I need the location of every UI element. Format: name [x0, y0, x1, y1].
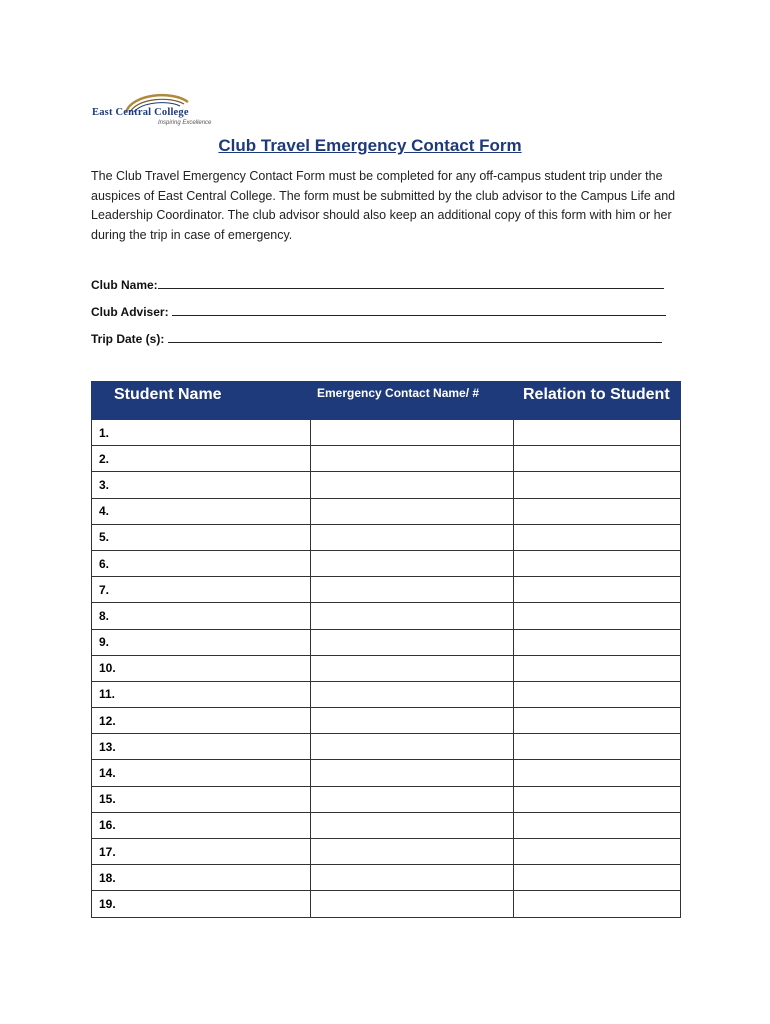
- emergency-contact-cell[interactable]: [311, 498, 514, 524]
- student-name-cell[interactable]: 5.: [92, 524, 311, 550]
- page-title: Club Travel Emergency Contact Form: [218, 136, 522, 155]
- table-header-row: [92, 382, 681, 420]
- student-name-cell[interactable]: 19.: [92, 891, 311, 917]
- table-row: [92, 786, 681, 812]
- relation-cell[interactable]: [514, 655, 681, 681]
- logo-name: East Central College: [92, 107, 189, 118]
- logo-tagline: Inspiring Excellence: [158, 120, 212, 126]
- emergency-contact-cell[interactable]: [311, 812, 514, 838]
- student-name-cell[interactable]: 13.: [92, 734, 311, 760]
- relation-cell[interactable]: [514, 839, 681, 865]
- club-adviser-line[interactable]: [172, 305, 666, 316]
- trip-date-field[interactable]: [91, 332, 662, 346]
- table-row: [92, 550, 681, 576]
- student-name-cell[interactable]: 17.: [92, 839, 311, 865]
- relation-cell[interactable]: [514, 708, 681, 734]
- table-row: [92, 603, 681, 629]
- table-row: [92, 708, 681, 734]
- emergency-contact-cell[interactable]: [311, 524, 514, 550]
- trip-date-label: Trip Date (s):: [91, 332, 165, 346]
- student-name-cell[interactable]: 7.: [92, 577, 311, 603]
- relation-cell[interactable]: [514, 498, 681, 524]
- emergency-contact-cell[interactable]: [311, 629, 514, 655]
- student-name-cell[interactable]: 16.: [92, 812, 311, 838]
- relation-cell[interactable]: [514, 786, 681, 812]
- emergency-contact-cell[interactable]: [311, 839, 514, 865]
- table-row: [92, 891, 681, 917]
- emergency-contact-cell[interactable]: [311, 577, 514, 603]
- table-row: [92, 760, 681, 786]
- club-adviser-label: Club Adviser:: [91, 305, 169, 319]
- table-row: [92, 524, 681, 550]
- emergency-contact-cell[interactable]: [311, 420, 514, 446]
- club-name-label: Club Name:: [91, 278, 158, 292]
- student-name-cell[interactable]: 9.: [92, 629, 311, 655]
- relation-cell[interactable]: [514, 603, 681, 629]
- relation-cell[interactable]: [514, 472, 681, 498]
- relation-cell[interactable]: [514, 550, 681, 576]
- emergency-contact-cell[interactable]: [311, 708, 514, 734]
- table-row: [92, 734, 681, 760]
- relation-cell[interactable]: [514, 681, 681, 707]
- emergency-contact-cell[interactable]: [311, 786, 514, 812]
- intro-paragraph: The Club Travel Emergency Contact Form must be completed for any off-campus student trip under the auspices of East Central College. The form must be submitted by the club advisor to the Campus Life and Leadership Coordinator. The club advisor should also keep an additional copy of this form with him or her during the trip in case of emergency.: [91, 169, 676, 242]
- header-student-name: Student Name: [92, 382, 311, 420]
- table-row: [92, 420, 681, 446]
- relation-cell[interactable]: [514, 734, 681, 760]
- table-row: [92, 655, 681, 681]
- student-name-cell[interactable]: 6.: [92, 550, 311, 576]
- student-name-cell[interactable]: 1.: [92, 420, 311, 446]
- emergency-contact-cell[interactable]: [311, 446, 514, 472]
- student-name-cell[interactable]: 14.: [92, 760, 311, 786]
- table-row: [92, 839, 681, 865]
- student-name-cell[interactable]: 15.: [92, 786, 311, 812]
- table-row: [92, 498, 681, 524]
- student-name-cell[interactable]: 11.: [92, 681, 311, 707]
- club-adviser-field[interactable]: [91, 305, 666, 319]
- club-name-line[interactable]: [158, 278, 664, 289]
- table-row: [92, 446, 681, 472]
- table-row: [92, 629, 681, 655]
- student-name-cell[interactable]: 3.: [92, 472, 311, 498]
- relation-cell[interactable]: [514, 865, 681, 891]
- relation-cell[interactable]: [514, 760, 681, 786]
- relation-cell[interactable]: [514, 420, 681, 446]
- student-name-cell[interactable]: 4.: [92, 498, 311, 524]
- table-row: [92, 577, 681, 603]
- relation-cell[interactable]: [514, 891, 681, 917]
- emergency-contact-cell[interactable]: [311, 603, 514, 629]
- contact-table: [91, 381, 681, 918]
- emergency-contact-cell[interactable]: [311, 550, 514, 576]
- table-row: [92, 472, 681, 498]
- student-name-cell[interactable]: 10.: [92, 655, 311, 681]
- club-name-field[interactable]: [91, 278, 664, 292]
- header-relation: Relation to Student: [514, 382, 681, 420]
- emergency-contact-cell[interactable]: [311, 472, 514, 498]
- relation-cell[interactable]: [514, 524, 681, 550]
- emergency-contact-cell[interactable]: [311, 891, 514, 917]
- table-row: [92, 865, 681, 891]
- header-emergency-contact: Emergency Contact Name/ #: [311, 382, 514, 420]
- emergency-contact-cell[interactable]: [311, 760, 514, 786]
- relation-cell[interactable]: [514, 812, 681, 838]
- emergency-contact-cell[interactable]: [311, 681, 514, 707]
- emergency-contact-cell[interactable]: [311, 734, 514, 760]
- student-name-cell[interactable]: 8.: [92, 603, 311, 629]
- student-name-cell[interactable]: 2.: [92, 446, 311, 472]
- table-row: [92, 681, 681, 707]
- emergency-contact-cell[interactable]: [311, 865, 514, 891]
- trip-date-line[interactable]: [168, 332, 662, 343]
- emergency-contact-cell[interactable]: [311, 655, 514, 681]
- relation-cell[interactable]: [514, 629, 681, 655]
- student-name-cell[interactable]: 12.: [92, 708, 311, 734]
- relation-cell[interactable]: [514, 446, 681, 472]
- college-logo: [92, 92, 227, 128]
- student-name-cell[interactable]: 18.: [92, 865, 311, 891]
- table-row: [92, 812, 681, 838]
- relation-cell[interactable]: [514, 577, 681, 603]
